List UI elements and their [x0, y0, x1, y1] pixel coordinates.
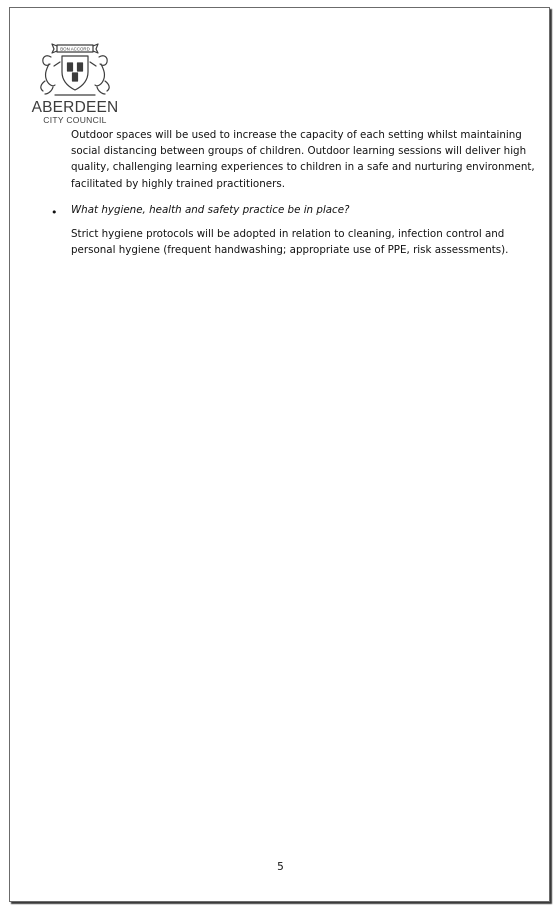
aberdeen-city-council-logo: [31, 40, 119, 125]
bullet-point: •: [51, 206, 58, 219]
motto-text: BON ACCORD: [60, 46, 90, 52]
coat-of-arms-icon: [33, 40, 117, 98]
logo-name: ABERDEEN: [31, 99, 119, 116]
document-page: [9, 7, 550, 902]
bullet-question: What hygiene, health and safety practice be in place?: [71, 204, 350, 216]
page-number: 5: [277, 861, 284, 873]
logo-subtitle: CITY COUNCIL: [43, 115, 107, 125]
paragraph-outdoor-spaces: Outdoor spaces will be used to increase the capacity of each setting whilst maintaining social distancing between groups of children. Outdoor learning sessions will deliver high quality, challenging learning experiences to children in a safe and nurturing environment, facilitated by highly trained practitioners.: [71, 129, 535, 190]
paragraph-hygiene: Strict hygiene protocols will be adopted in relation to cleaning, infection control and personal hygiene (frequent handwashing; appropriate use of PPE, risk assessments).: [71, 228, 509, 257]
